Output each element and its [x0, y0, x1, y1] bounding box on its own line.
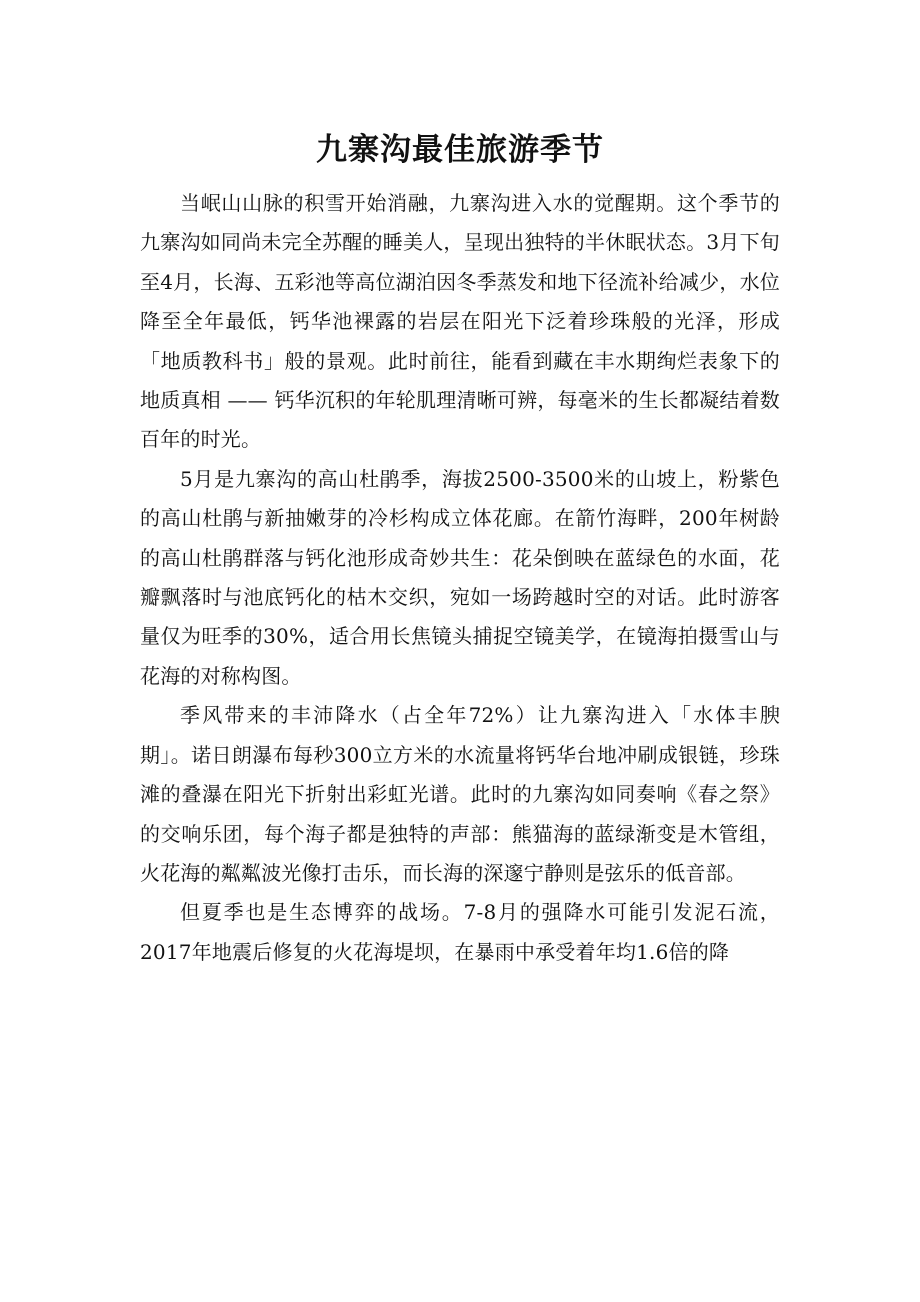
paragraph-3: 季风带来的丰沛降水（占全年72%）让九寨沟进入「水体丰腴期」。诺日朗瀑布每秒300立方米的水流量将钙华台地冲刷成银链，珍珠滩的叠瀑在阳光下折射出彩虹光谱。此时的九寨沟如同奏响《春之祭》的交响乐团，每个海子都是独特的声部：熊猫海的蓝绿渐变是木管组，火花海的粼粼波光像打击乐，而长海的深邃宁静则是弦乐的低音部。: [140, 703, 780, 885]
paragraph-2: 5月是九寨沟的高山杜鹃季，海拔2500-3500米的山坡上，粉紫色的高山杜鹃与新抽嫩芽的冷杉构成立体花廊。在箭竹海畔，200年树龄的高山杜鹃群落与钙化池形成奇妙共生：花朵倒映在蓝绿色的水面，花瓣飘落时与池底钙化的枯木交织，宛如一场跨越时空的对话。此时游客量仅为旺季的30%，适合用长焦镜头捕捉空镜美学，在镜海拍摄雪山与花海的对称构图。: [140, 466, 780, 688]
document-body: [140, 184, 780, 972]
paragraph-1: 当岷山山脉的积雪开始消融，九寨沟进入水的觉醒期。这个季节的九寨沟如同尚未完全苏醒的睡美人，呈现出独特的半休眠状态。3月下旬至4月，长海、五彩池等高位湖泊因冬季蒸发和地下径流补给减少，水位降至全年最低，钙华池裸露的岩层在阳光下泛着珍珠般的光泽，形成「地质教科书」般的景观。此时前往，能看到藏在丰水期绚烂表象下的地质真相 —— 钙华沉积的年轮肌理清晰可辨，每毫米的生长都凝结着数百年的时光。: [140, 191, 780, 452]
paragraph-4: 但夏季也是生态博弈的战场。7-8月的强降水可能引发泥石流，2017年地震后修复的火花海堤坝，在暴雨中承受着年均1.6倍的降: [140, 900, 780, 964]
page-title: 九寨沟最佳旅游季节: [316, 132, 604, 168]
